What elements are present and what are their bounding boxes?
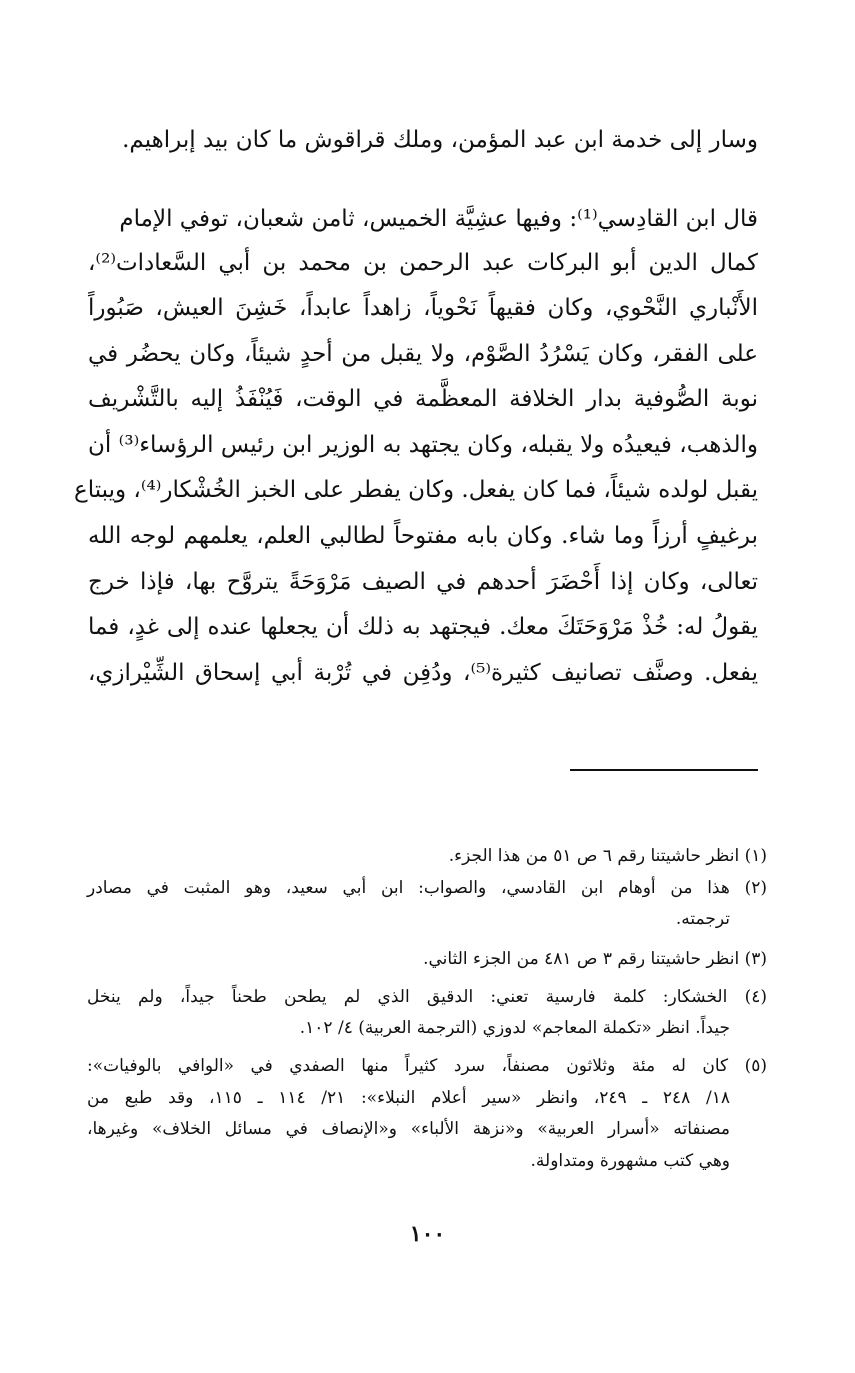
footnote-2-cont: ترجمته. xyxy=(675,909,730,929)
body-line-6: نوبة الصُّوفية بدار الخلافة المعظَّمة في الوقت، فَيُنْفَذُ إليه بالتَّشْريف xyxy=(88,386,758,412)
body-line-9: برغيفٍ أرزاً وما شاء. وكان بابه مفتوحاً لطالبي العلم، يعلمهم لوجه الله xyxy=(88,523,758,549)
body-line-8: يقبل لولده شيئاً، فما كان يفعل. وكان يفطر على الخبز الخُشْكار⁽⁴⁾، ويبتاع xyxy=(73,477,758,503)
footnote-5-cont-2: مصنفاته «أسرار العربية» و«نزهة الألباء» و«الإنصاف في مسائل الخلاف» وغيرها، xyxy=(87,1119,730,1139)
body-line-4: الأَنْباري النَّحْوي، وكان فقيهاً نَحْوياً، زاهداً عابداً، خَشِنَ العيش، صَبُوراً xyxy=(88,295,758,321)
body-line-1: وسار إلى خدمة ابن عبد المؤمن، وملك قراقوش ما كان بيد إبراهيم. xyxy=(122,127,758,153)
footnote-5-cont-3: وهي كتب مشهورة ومتداولة. xyxy=(530,1151,730,1171)
footnote-5: (٥) كان له مئة وثلاثون مصنفاً، سرد كثيراً منها الصفدي في «الوافي بالوفيات»: xyxy=(87,1056,767,1076)
footnote-2: (٢) هذا من أوهام ابن القادسي، والصواب: ابن أبي سعيد، وهو المثبت في مصادر xyxy=(87,878,767,898)
footnote-divider xyxy=(570,769,758,771)
body-line-7: والذهب، فيعيدُه ولا يقبله، وكان يجتهد به الوزير ابن رئيس الرؤساء⁽³⁾ أن xyxy=(88,432,758,458)
footnote-1: (١) انظر حاشيتنا رقم ٦ ص ٥١ من هذا الجزء. xyxy=(448,846,767,866)
body-line-2: قال ابن القادِسي⁽¹⁾: وفيها عشِيَّة الخميس، ثامن شعبان، توفي الإمام xyxy=(119,206,758,232)
body-line-12: يفعل. وصنَّف تصانيف كثيرة⁽⁵⁾، ودُفِن في تُرْبة أبي إسحاق الشِّيْرازي، xyxy=(88,660,758,686)
body-line-3: كمال الدين أبو البركات عبد الرحمن بن محمد بن أبي السَّعادات⁽²⁾، xyxy=(88,250,758,276)
footnote-3: (٣) انظر حاشيتنا رقم ٣ ص ٤٨١ من الجزء الثاني. xyxy=(423,949,767,969)
footnote-4-cont: جيداً. انظر «تكملة المعاجم» لدوزي (الترجمة العربية) ٤/ ١٠٢. xyxy=(299,1018,730,1038)
page-number: ١٠٠ xyxy=(409,1221,446,1247)
body-line-5: على الفقر، وكان يَسْرُدُ الصَّوْم، ولا يقبل من أحدٍ شيئاً، وكان يحضُر في xyxy=(88,341,758,367)
body-line-10: تعالى، وكان إذا أَحْضَرَ أحدهم في الصيف مَرْوَحَةً يتروَّح بها، فإذا خرج xyxy=(88,569,758,595)
body-line-11: يقولُ له: خُذْ مَرْوَحَتَكَ معك. فيجتهد به ذلك أن يجعلها عنده إلى غدٍ، فما xyxy=(88,614,758,640)
footnote-4: (٤) الخشكار: كلمة فارسية تعني: الدقيق الذي لم يطحن طحناً جيداً، ولم ينخل xyxy=(87,987,767,1007)
footnote-5-cont-1: ١٨/ ٢٤٨ ـ ٢٤٩، وانظر «سير أعلام النبلاء»: ٢١/ ١١٤ ـ ١١٥، وقد طبع من xyxy=(87,1088,730,1108)
